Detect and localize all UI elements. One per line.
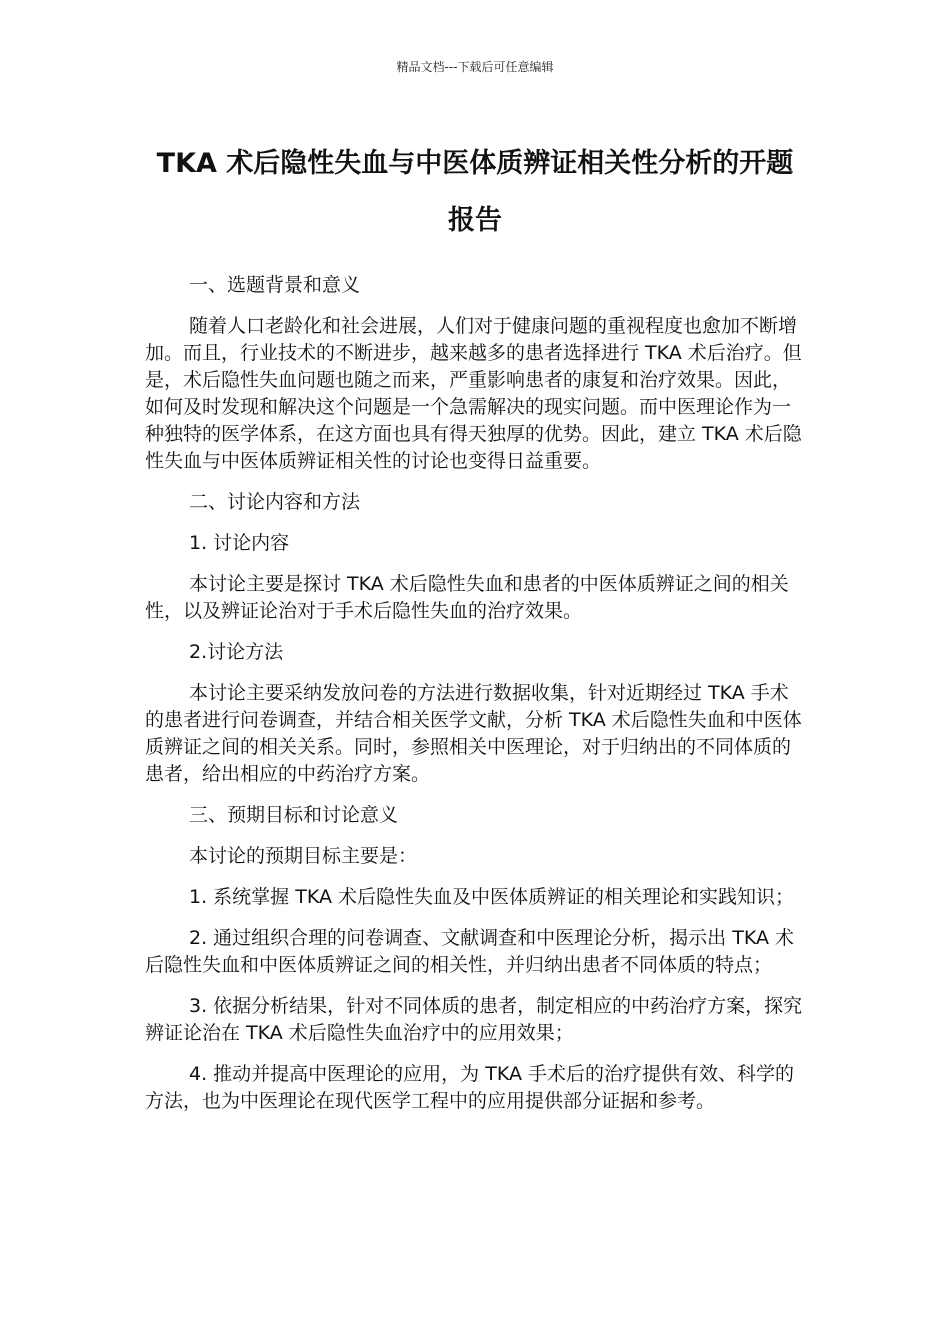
list-item-goal-3: 3. 依据分析结果，针对不同体质的患者，制定相应的中药治疗方案，探究辨证论治在 TKA 术后隐性失血治疗中的应用效果； bbox=[145, 995, 803, 1044]
paragraph-goals-intro: 本讨论的预期目标主要是： bbox=[189, 845, 418, 867]
section-heading-1: 一、选题背景和意义 bbox=[189, 274, 361, 296]
page-header: 精品文档---下载后可任意编辑 bbox=[396, 60, 554, 74]
list-item-goal-1: 1. 系统掌握 TKA 术后隐性失血及中医体质辨证的相关理论和实践知识； bbox=[189, 886, 794, 908]
subheading-content: 1. 讨论内容 bbox=[189, 532, 290, 554]
paragraph-method: 本讨论主要采纳发放问卷的方法进行数据收集，针对近期经过 TKA 手术的患者进行问卷调查，并结合相关医学文献，分析 TKA 术后隐性失血和中医体质辨证之间的相关关系。同时，参照相关中医理论，对于归纳出的不同体质的患者，给出相应的中药治疗方案。 bbox=[145, 682, 802, 785]
document-body bbox=[145, 272, 805, 1129]
section-heading-3: 三、预期目标和讨论意义 bbox=[189, 804, 399, 826]
paragraph-content: 本讨论主要是探讨 TKA 术后隐性失血和患者的中医体质辨证之间的相关性，以及辨证论治对于手术后隐性失血的治疗效果。 bbox=[145, 573, 789, 622]
subheading-method: 2.讨论方法 bbox=[189, 641, 284, 663]
list-item-goal-2: 2. 通过组织合理的问卷调查、文献调查和中医理论分析，揭示出 TKA 术后隐性失血和中医体质辨证之间的相关性，并归纳出患者不同体质的特点； bbox=[145, 927, 794, 976]
section-heading-2: 二、讨论内容和方法 bbox=[189, 491, 361, 513]
document-title: TKA 术后隐性失血与中医体质辨证相关性分析的开题报告 bbox=[156, 148, 794, 236]
list-item-goal-4: 4. 推动并提高中医理论的应用，为 TKA 手术后的治疗提供有效、科学的方法，也为中医理论在现代医学工程中的应用提供部分证据和参考。 bbox=[145, 1063, 794, 1112]
paragraph-background: 随着人口老龄化和社会进展，人们对于健康问题的重视程度也愈加不断增加。而且，行业技术的不断进步，越来越多的患者选择进行 TKA 术后治疗。但是，术后隐性失血问题也随之而来，严重影响患者的康复和治疗效果。因此，如何及时发现和解决这个问题是一个急需解决的现实问题。而中医理论作为一种独特的医学体系，在这方面也具有得天独厚的优势。因此，建立 TKA 术后隐性失血与中医体质辨证相关性的讨论也变得日益重要。 bbox=[145, 315, 802, 472]
